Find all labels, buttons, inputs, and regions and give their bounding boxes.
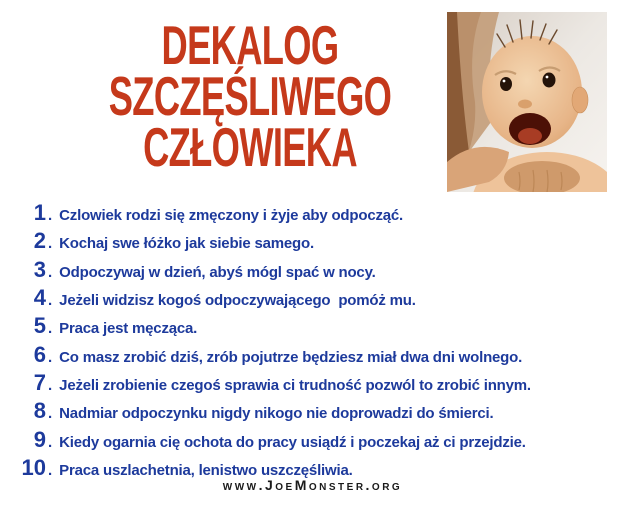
item-number: 3 — [33, 256, 46, 282]
list-item-5 — [0, 312, 625, 340]
item-number: 8 — [33, 398, 46, 424]
item-number: 9 — [33, 426, 46, 452]
list-item-9 — [0, 426, 625, 454]
item-number: 5 — [33, 313, 46, 339]
list-item-4 — [0, 284, 625, 312]
item-number: 2 — [33, 228, 46, 254]
item-text: Odpoczywaj w dzień, abyś mógl spać w nocy. — [59, 263, 376, 281]
item-period: . — [48, 462, 53, 480]
item-text: Kiedy ogarnia cię ochota do pracy usiądź i poczekaj aż ci przejdzie. — [59, 433, 526, 451]
item-period: . — [48, 292, 53, 310]
list-item-7 — [0, 369, 625, 397]
item-period: . — [48, 235, 53, 253]
item-number: 1 — [33, 200, 46, 225]
item-text: Jeżeli zrobienie czegoś sprawia ci trudność pozwól to zrobić innym. — [59, 377, 531, 395]
title-line-3: CZŁOWIEKA — [143, 116, 357, 178]
item-period: . — [48, 433, 53, 451]
item-number: 10 — [21, 455, 46, 481]
decalogue-list — [0, 199, 625, 482]
item-period: . — [48, 207, 53, 224]
list-item-3 — [0, 256, 625, 284]
list-item-1 — [0, 199, 625, 227]
list-item-8 — [0, 397, 625, 425]
title-line-1: DEKALOG — [161, 14, 339, 76]
item-text: Praca uszlachetnia, lenistwo uszczęśliwia. — [59, 462, 353, 480]
baby-photo — [447, 12, 607, 192]
list-item-6 — [0, 341, 625, 369]
page-title — [105, 14, 395, 178]
item-text: Jeżeli widzisz kogoś odpoczywającego pomóż mu. — [59, 292, 416, 310]
site-watermark: www.JoeMonster.org — [222, 477, 403, 493]
item-period: . — [48, 377, 53, 395]
item-text: Co masz zrobić dziś, zrób pojutrze będziesz miał dwa dni wolnego. — [59, 348, 523, 366]
item-number: 6 — [33, 341, 46, 367]
item-period: . — [48, 263, 53, 281]
item-period: . — [48, 320, 53, 338]
item-period: . — [48, 348, 53, 366]
item-text: Czlowiek rodzi się zmęczony i żyje aby odpocząć. — [59, 207, 404, 224]
item-number: 4 — [33, 285, 46, 311]
title-line-2: SZCZĘŚLIWEGO — [108, 65, 392, 127]
list-item-2 — [0, 227, 625, 255]
item-number: 7 — [33, 370, 46, 396]
item-text: Praca jest męcząca. — [59, 320, 198, 338]
item-period: . — [48, 405, 53, 423]
baby-photo-illustration — [447, 12, 607, 192]
item-text: Kochaj swe łóżko jak siebie samego. — [59, 235, 314, 253]
item-text: Nadmiar odpoczynku nigdy nikogo nie doprowadzi do śmierci. — [59, 405, 494, 423]
